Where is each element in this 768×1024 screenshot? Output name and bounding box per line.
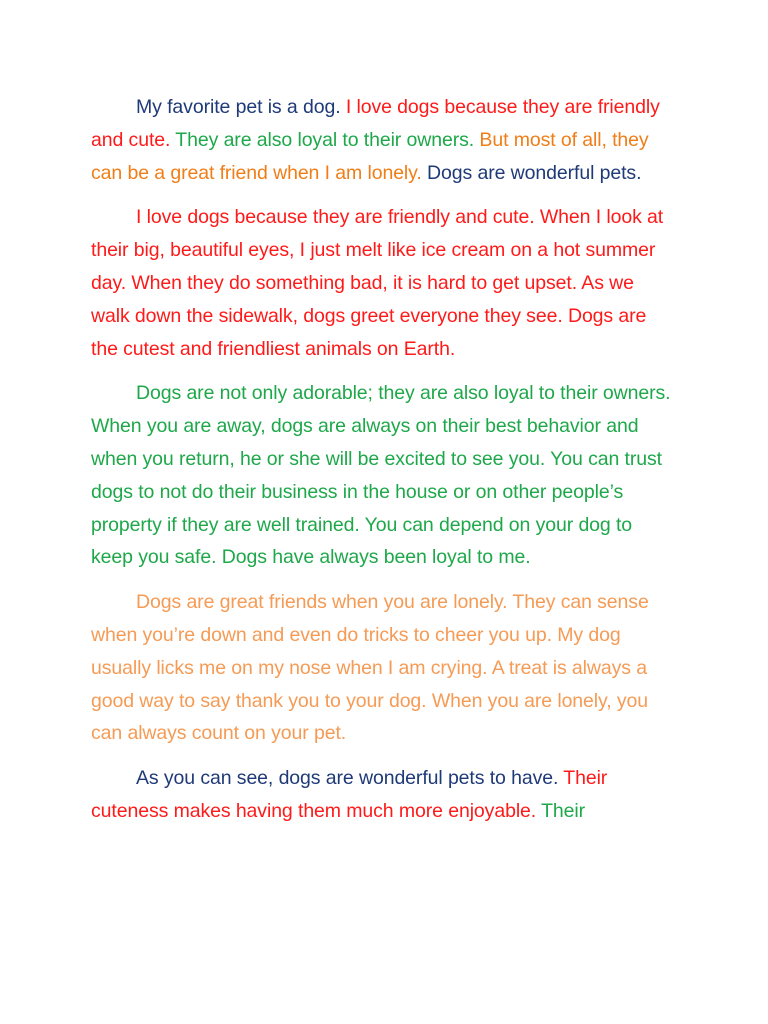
sentence: Their cuteness makes having them much more enjoyable. [91, 767, 608, 822]
sentence: I love dogs because they are friendly and cute. When I look at their big, beautiful eyes, I just melt like ice cream on a hot summer day. When they do something bad, it is hard to get upset. As we walk down the sidewalk, dogs greet everyone they see. Dogs are the cutest and friendliest animals on Earth. [91, 206, 664, 360]
paragraph-intro [91, 91, 676, 189]
paragraph-loyal [91, 377, 676, 574]
paragraph-conclusion [91, 762, 676, 828]
sentence: As you can see, dogs are wonderful pets to have. [136, 767, 564, 790]
paragraph-friendly-cute [91, 201, 676, 365]
sentence: But most of all, they can be a great friend when I am lonely. [91, 128, 649, 184]
sentence: My favorite pet is a dog. [136, 96, 346, 118]
paragraph-great-friends [91, 586, 676, 750]
sentence: Dogs are great friends when you are lonely. They can sense when you’re down and even do tricks to cheer you up. My dog usually licks me on my nose when I am crying. A treat is always a good way to say thank you to your dog. When you are lonely, you can always count on your pet. [91, 591, 649, 745]
sentence: I love dogs because they are friendly and cute. [91, 96, 660, 151]
sentence: Dogs are not only adorable; they are also loyal to their owners. When you are away, dogs are always on their best behavior and when you return, he or she will be excited to see you. You can trust dogs to not do their business in the house or on other people’s property if they are well trained. You can depend on your dog to keep you safe. Dogs have always been loyal to me. [91, 382, 671, 569]
sentence: Dogs are wonderful pets. [427, 161, 642, 184]
sentence: They are also loyal to their owners. [175, 128, 480, 151]
sentence: Their [541, 799, 586, 822]
